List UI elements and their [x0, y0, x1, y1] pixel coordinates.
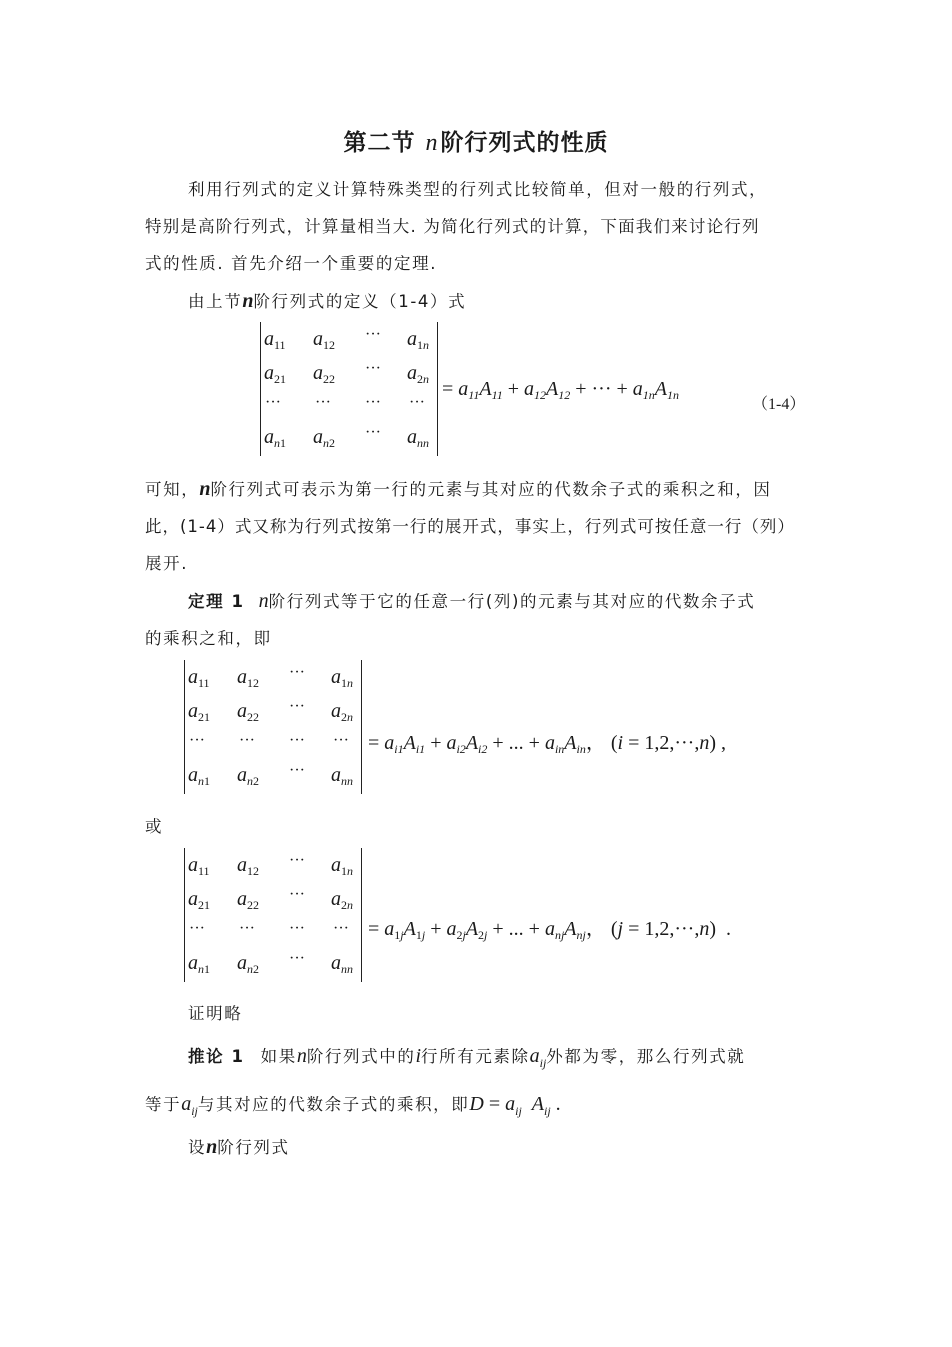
or-word: 或 [145, 817, 164, 836]
corollary-aij-2: $a_{ij}$ [181, 1093, 198, 1118]
theorem-label: 定理 1 [188, 592, 245, 611]
corollary-line-2 [145, 1091, 561, 1119]
corollary-ivar: i [415, 1045, 422, 1067]
after-var: n [199, 478, 211, 500]
corollary-formula: $D = a_{ij}$ $A_{ij}$ . [469, 1093, 561, 1118]
after-pre: 可知， [145, 480, 200, 499]
equation-1-4-rhs: = $a_{11}A_{11} + a_{12}A_{12}$ + ··· + $a_{1n}A_{1n}$ [442, 378, 679, 402]
intro-line-1: 利用行列式的定义计算特殊类型的行列式比较简单，但对一般的行列式， [188, 180, 768, 199]
theorem-var: n [258, 590, 269, 612]
equation-number: （1-4） [752, 396, 806, 413]
determinant-3: $a_{11}$ $a_{12}$ ··· $a_{1n}$ $a_{21}$ $a_{22}$ ··· $a_{2n}$ ··· ··· ··· ··· $a_{n1}$ $a_{n2}$ ··· $a_{nn}$ [184, 848, 362, 982]
corollary-mid: 阶行列式中的 [306, 1047, 416, 1066]
title-prefix: 第二节 [343, 130, 416, 156]
corollary-line2-pre: 等于 [145, 1095, 182, 1114]
section-title [0, 124, 952, 157]
corollary-post: 外都为零，那么行列式就 [546, 1047, 746, 1066]
corollary-pre: 如果 [260, 1047, 297, 1066]
after-line-1 [145, 476, 772, 501]
recall-pre: 由上节 [188, 292, 243, 311]
after-post: 阶行列式可表示为第一行的元素与其对应的代数余子式的乘积之和，因 [210, 480, 772, 499]
proof-omitted: 证明略 [188, 1004, 243, 1023]
theorem-text: 阶行列式等于它的任意一行(列)的元素与其对应的代数余子式 [268, 592, 756, 611]
column-expansion-rhs: = $a_{1j}A_{1j} + a_{2j}A_{2j}$ + ... + $a_{nj}A_{nj}$， (j = 1,2,···,n) . [368, 918, 732, 942]
corollary-mid2: 行所有元素除 [421, 1047, 530, 1066]
recall-post: 阶行列式的定义（1-4）式 [253, 292, 467, 311]
after-line-3: 展开. [145, 554, 189, 573]
corollary-line2-post: 与其对应的代数余子式的乘积，即 [197, 1095, 470, 1114]
determinant-2: $a_{11}$ $a_{12}$ ··· $a_{1n}$ $a_{21}$ $a_{22}$ ··· $a_{2n}$ ··· ··· ··· ··· $a_{n1}$ $a_{n2}$ ··· $a_{nn}$ [184, 660, 362, 794]
title-suffix: 阶行列式的性质 [440, 130, 609, 156]
after-line-2: 此，(1-4）式又称为行列式按第一行的展开式，事实上，行列式可按任意一行（列） [145, 517, 795, 536]
corollary-var: n [296, 1045, 307, 1067]
let-line [188, 1134, 290, 1159]
title-var: n [425, 130, 439, 156]
let-var: n [206, 1136, 218, 1158]
intro-line-3: 式的性质. 首先介绍一个重要的定理. [145, 254, 438, 273]
theorem-line-1 [188, 588, 755, 613]
let-pre: 设 [188, 1138, 207, 1157]
row-expansion-rhs: = $a_{i1}A_{i1} + a_{i2}A_{i2}$ + ... + $a_{in}A_{in}$， (i = 1,2,···,n) , [368, 732, 727, 756]
recall-line [188, 288, 466, 313]
corollary-label: 推论 1 [188, 1047, 245, 1066]
intro-line-2: 特别是高阶行列式，计算量相当大. 为简化行列式的计算，下面我们来讨论行列 [145, 217, 760, 236]
determinant-1: $a_{11}$ $a_{12}$ ··· $a_{1n}$ $a_{21}$ $a_{22}$ ··· $a_{2n}$ ··· ··· ··· ··· $a_{n1}$ $a_{n2}$ ··· $a_{nn}$ [260, 322, 438, 456]
corollary-line-1 [188, 1043, 745, 1071]
let-post: 阶行列式 [217, 1138, 290, 1157]
theorem-line-2: 的乘积之和，即 [145, 629, 272, 648]
recall-var: n [242, 290, 254, 312]
corollary-aij: $a_{ij}$ [529, 1045, 547, 1070]
